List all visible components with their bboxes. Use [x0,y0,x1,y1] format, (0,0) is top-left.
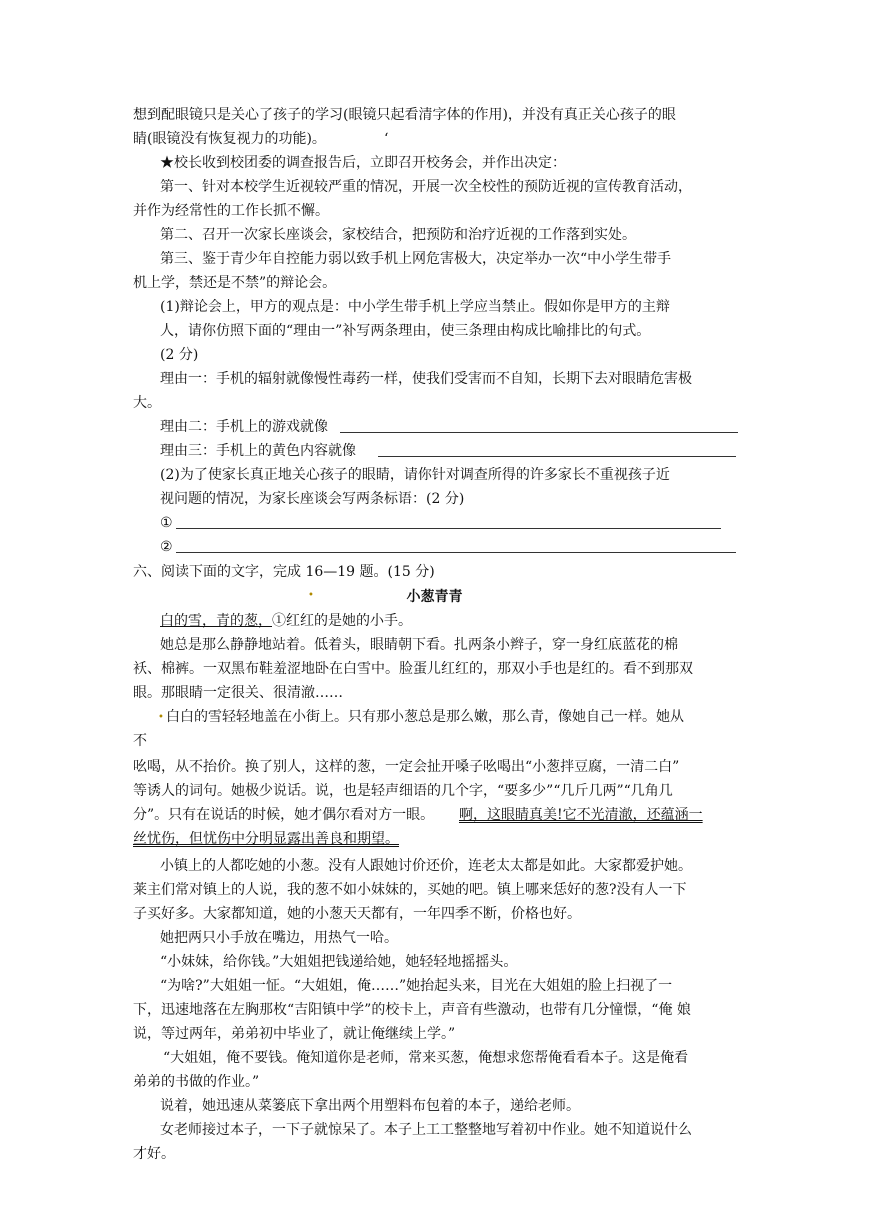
answer-blank[interactable] [176,528,721,529]
article-title: 小葱青青 [406,589,463,605]
document-page: 想到配眼镜只是关心了孩子的学习(眼镜只起看清字体的作用)，并没有真正关心孩子的眼 睛(眼镜没有恢复视力的功能)。 ‘ ★校长收到校团委的调查报告后，立即召开校务会，并作出决定： 第一、针对本校学生近视较严重的情况，开展一次全校性的预防近视的宣传教育活动， 并作为经常性的工作长抓不懈。 第二、召开一次家长座谈会，家校结合，把预防和治疗近视的工作落到实处。 第三、鉴于青少年自控能力弱以致手机上网危害极大，决定举办一次“中小学生带手 机上学，禁还是不禁”的辩论会。 (1)辩论会上，甲方的观点是：中小学生带手机上学应当禁止。假如你是甲方的主辩 人，请你仿照下面的“理由一”补写两条理由，使三条理由构成比喻排比的句式。 (2 分) 理由一：手机的辐射就像慢性毒药一样，使我们受害而不自知，长期下去对眼睛危害极 大。 理由二：手机上的游戏就像 理由三：手机上的黄色内容就像 (2)为了使家长真正地关心孩子的眼睛，请你针对调查所得的许多家长不重视孩子近 视问题的情况，为家长座谈会写两条标语：(2 分) ① ② 六、阅读下面的文字，完成 16—19 题。(15 分) 小葱青青 • 白的雪，青的葱， ①红红的是她的小手。 她总是那么静静地站着。低着头，眼睛朝下看。扎两条小辫子，穿一身红底蓝花的棉 袄、棉裤。一双黑布鞋羞涩地卧在白雪中。脸蛋儿红红的，那双小手也是红的。看不到那双 眼。那眼睛一定很关、很清澈…… • 白白的雪轻轻地盖在小街上。只有那小葱总是那么嫩，那么青，像她自己一样。她从 不 吆喝，从不抬价。换了别人，这样的葱，一定会扯开嗓子吆喝出“小葱拌豆腐，一清二白” 等诱人的词句。她极少说话。说，也是轻声细语的几个字，“要多少”“几斤几两”“几角几 分”。只有在说话的时候，她才偶尔看对方一眼。 啊，这眼睛真美!它不光清澈，还蕴涵一 丝忧伤，但忧伤中分明显露出善良和期望。 小镇上的人都吃她的小葱。没有人跟她讨价还价，连老太太都是如此。大家都爱护她。 莱主们常对镇上的人说，我的葱不如小妹妹的，买她的吧。镇上哪来恁好的葱?没有人一下 子买好多。大家都知道，她的小葱天天都有，一年四季不断，价格也好。 她把两只小手放在嘴边，用热气一哈。 “小妹妹，给你钱。”大姐姐把钱递给她，她轻轻地摇摇头。 “为啥?”大姐姐一怔。“大姐姐，俺……”她抬起头来，目光在大姐姐的脸上扫视了一 下，迅速地落在左胸那枚“吉阳镇中学”的校卡上，声音有些激动，也带有几分憧憬，“俺 娘 说，等过两年，弟弟初中毕业了，就让俺继续上学。” “大姐姐，俺不要钱。俺知道你是老师，常来买葱，俺想求您帮俺看看本子。这是俺看 弟弟的书做的作业。” 说着，她迅速从菜篓底下拿出两个用塑料布包着的本子，递给老师。 女老师接过本子，一下子就惊呆了。本子上工工整整地写着初中作业。她不知道说什么 才好。 [0,0,869,1228]
answer-blank[interactable] [176,552,736,553]
stray-mark: • [158,712,164,723]
answer-blank[interactable] [378,456,736,457]
stray-mark: • [308,590,314,601]
answer-blank[interactable] [340,432,738,433]
